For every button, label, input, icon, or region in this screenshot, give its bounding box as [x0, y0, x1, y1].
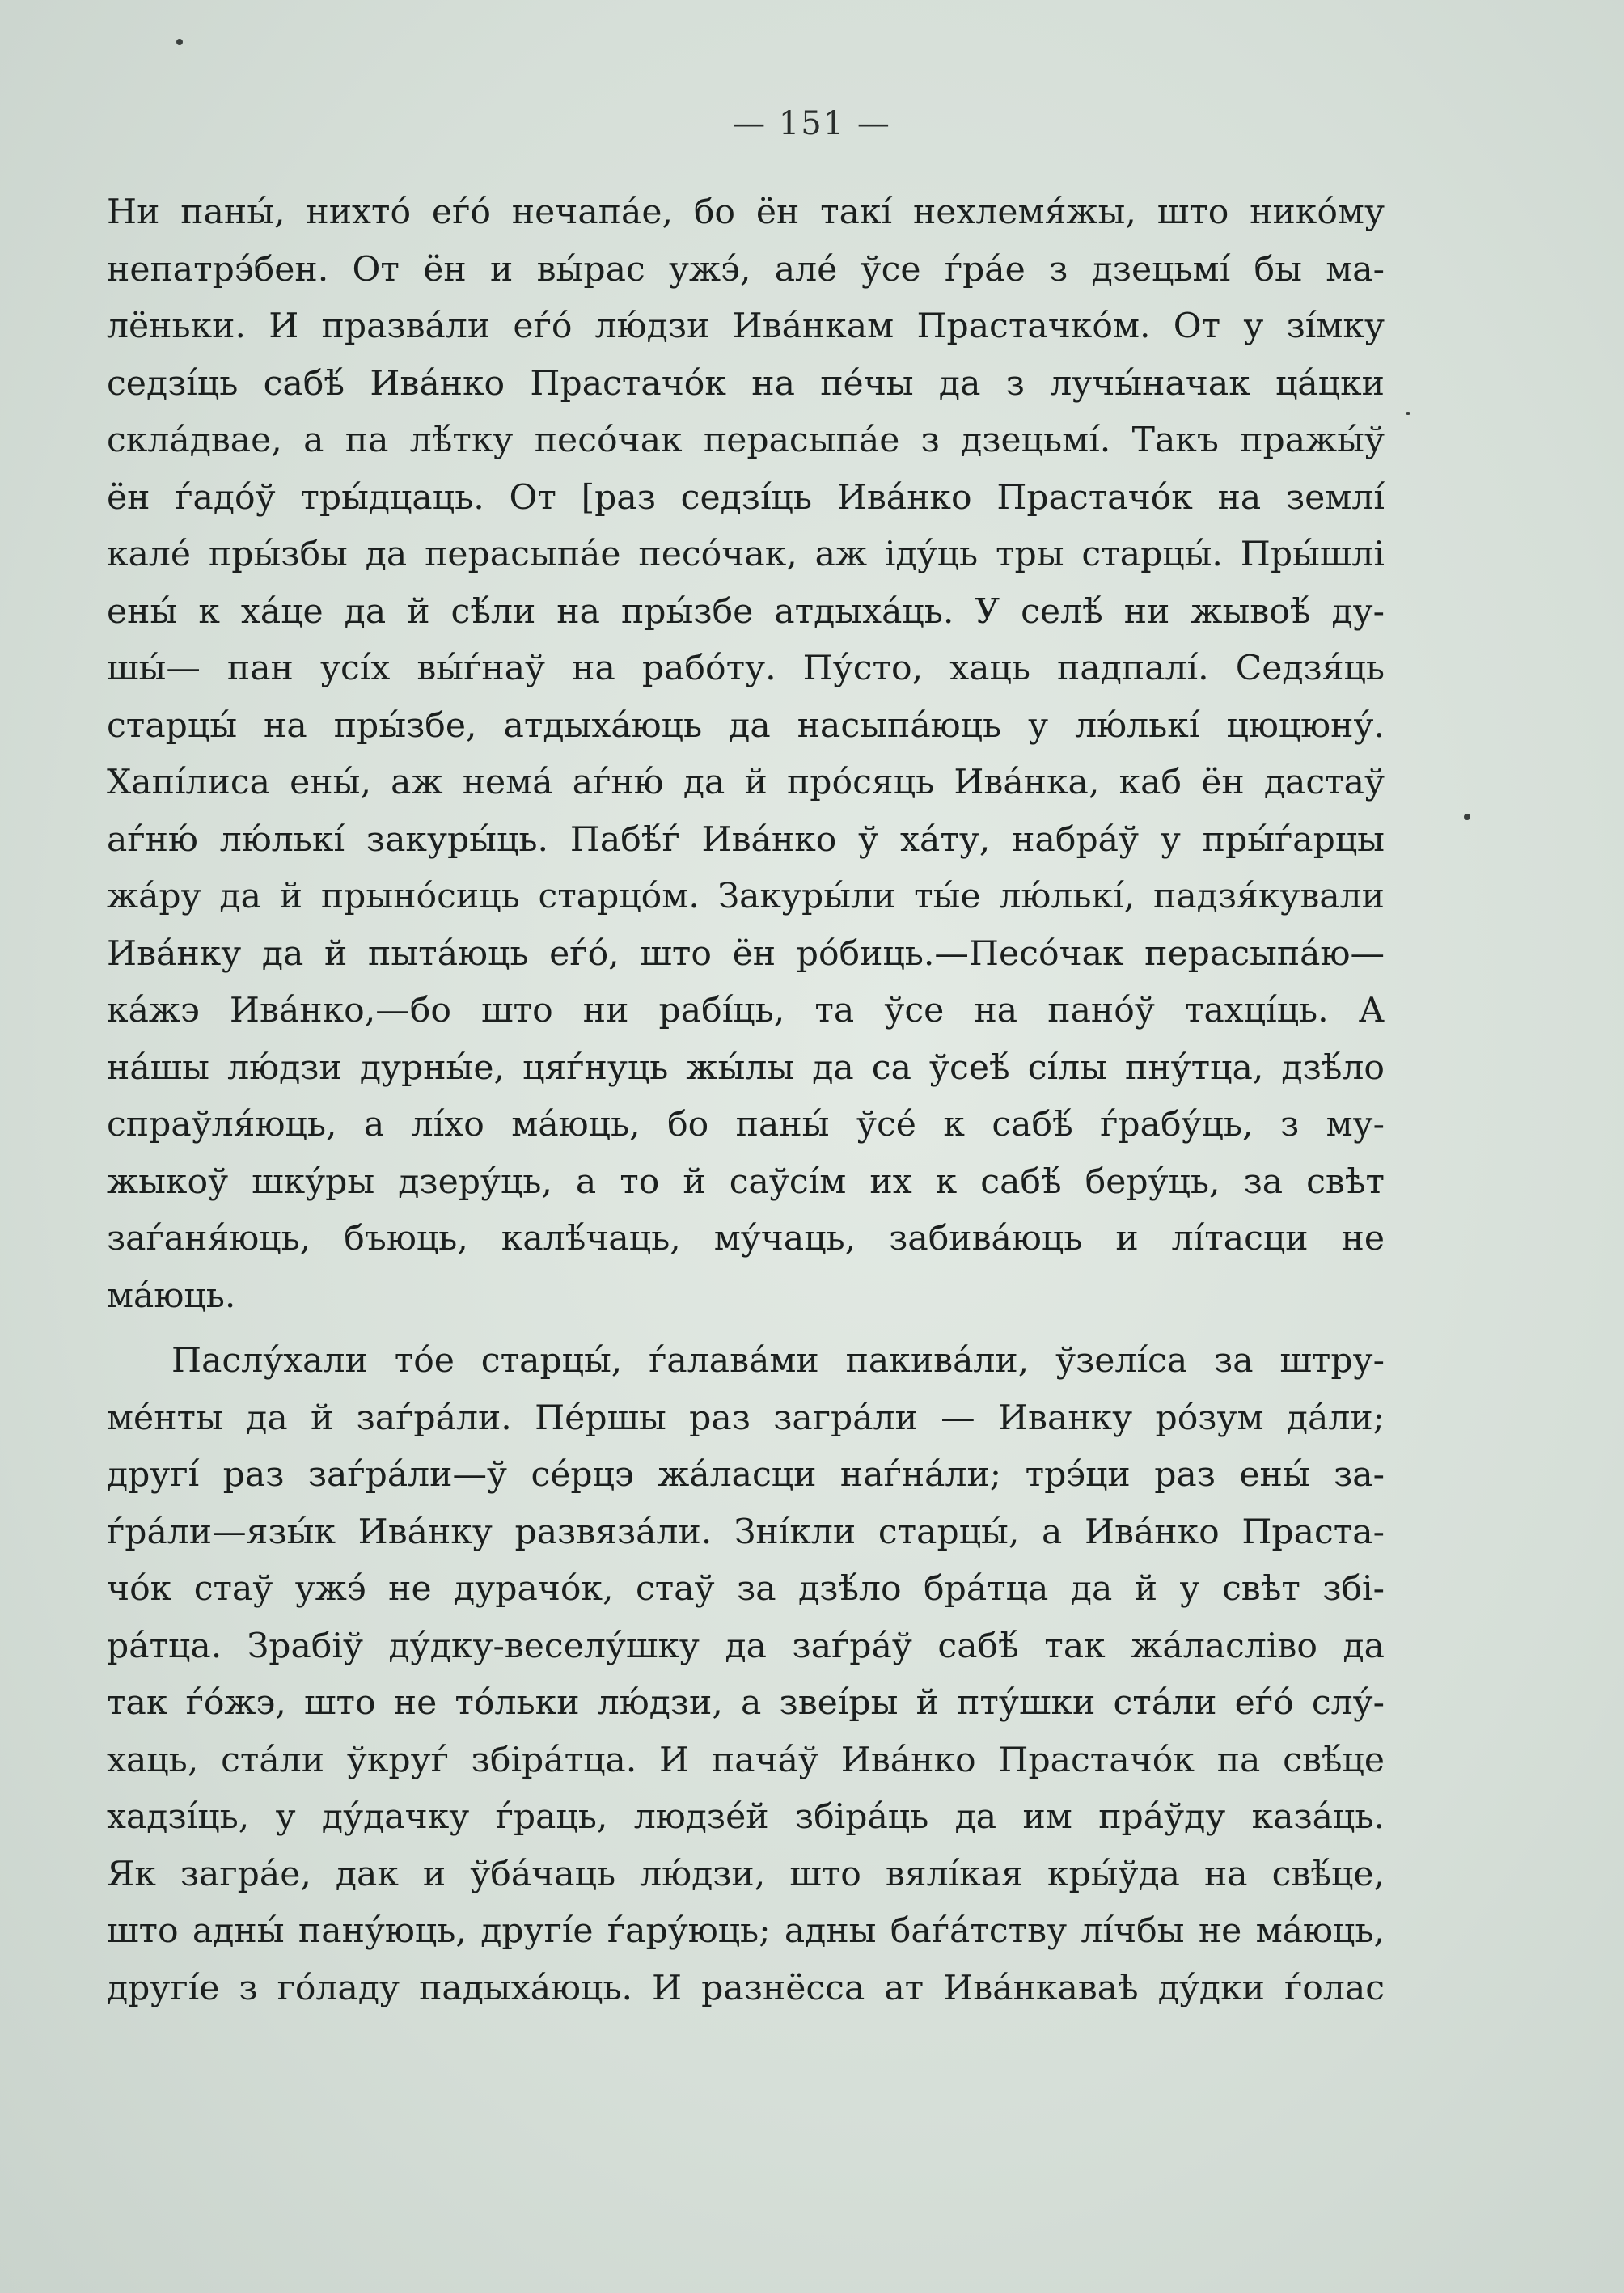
- paragraph-2: [107, 1333, 1385, 2017]
- paragraph-1: [107, 184, 1385, 1325]
- text-line: старцы́ на пры́збе, атдыха́юць да насыпа́юць у лю́лькі́ цюцюну́.: [107, 705, 1385, 746]
- text-line: спраўля́юць, а лі́хо ма́юць, бо паны́ ўсе́ к сабѣ́ ѓрабу́ць, з му-: [107, 1105, 1385, 1144]
- text-line: ма́юць.: [107, 1276, 236, 1316]
- text-line: ка́жэ Ива́нко,—бо што ни рабі́ць, та ўсе на пано́ў тахці́ць. А: [107, 991, 1385, 1030]
- text-line: на́шы лю́дзи дурны́е, цяѓнуць жы́лы да са ўсеѣ́ сі́лы пну́тца, дзѣ́ло: [107, 1047, 1385, 1088]
- text-line: заѓаня́юць, бъюць, калѣ́чаць, му́чаць, забива́юць и лі́тасци не: [107, 1219, 1385, 1259]
- text-line: Хапі́лиса ены́, аж нема́ аѓню́ да й про́сяць Ива́нка, каб ён дастаў: [107, 763, 1385, 802]
- text-line: другі́е з го́ладу падыха́юць. И разнёсса ат Ива́нкаваѣ ду́дки ѓолас: [107, 1968, 1385, 2008]
- text-line: Паслу́хали то́е старцы́, ѓалава́ми пакива́ли, ўзелі́са за штру-: [171, 1341, 1385, 1381]
- text-line: так ѓо́жэ, што не то́льки лю́дзи, а звеі́ры й пту́шки ста́ли еѓо́ слу́-: [107, 1683, 1385, 1723]
- text-line: чо́к стаў ужэ́ не дурачо́к, стаў за дзѣ́ло бра́тца да й у свѣт збі-: [107, 1569, 1385, 1609]
- text-line: другі́ раз заѓра́ли—ў се́рцэ жа́ласци наѓна́ли; трэ́ци раз ены́ за-: [107, 1455, 1385, 1495]
- text-line: Як загра́е, дак и ўба́чаць лю́дзи, што вялі́кая кры́ўда на свѣ́це,: [107, 1854, 1385, 1894]
- text-line: скла́двае, а па лѣ́тку песо́чак перасыпа́е з дзецьмі́. Такъ пражы́ў: [107, 421, 1385, 460]
- text-line: аѓню́ лю́лькі́ закуры́ць. Пабѣ́ѓ Ива́нко ў ха́ту, набра́ў у пры́ѓарцы: [107, 819, 1385, 860]
- print-speck: [176, 39, 183, 45]
- print-speck: [1464, 814, 1470, 820]
- text-line: Ни паны́, нихто́ еѓо́ нечапа́е, бо ён такі́ нехлемя́жы, што нико́му: [107, 192, 1385, 232]
- text-line: хадзі́ць, у ду́дачку ѓраць, людзе́й збіра́ць да им пра́ўду каза́ць.: [107, 1797, 1385, 1837]
- text-line: ме́нты да й заѓра́ли. Пе́ршы раз загра́ли — Иванку ро́зум да́ли;: [107, 1398, 1385, 1438]
- text-line: кале́ пры́збы да перасыпа́е песо́чак, аж іду́ць тры старцы́. Пры́шлі: [107, 535, 1385, 574]
- text-line: што адны́ пану́юць, другі́е ѓару́юць; адны баѓа́тству лі́чбы не ма́юць,: [107, 1911, 1385, 1951]
- text-line: хаць, ста́ли ўкруѓ збіра́тца. И пача́ў Ива́нко Прастачо́к па свѣ́це: [107, 1740, 1385, 1780]
- text-line: ра́тца. Зрабіў ду́дку-веселу́шку да заѓра́ў сабѣ́ так жа́ласліво да: [107, 1626, 1385, 1666]
- body-text: [107, 184, 1385, 2017]
- text-line: жыкоў шку́ры дзеру́ць, а то й саўсі́м их к сабѣ́ беру́ць, за свѣт: [107, 1161, 1385, 1202]
- text-line: шы́— пан усі́х вы́ѓнаў на рабо́ту. Пу́сто, хаць падпалі́. Седзя́ць: [107, 649, 1385, 688]
- text-line: седзі́ць сабѣ́ Ива́нко Прастачо́к на пе́чы да з лучы́начак ца́цки: [107, 363, 1385, 404]
- text-line: ён ѓадо́ў тры́дцаць. От [раз седзі́ць Ива́нко Прастачо́к на землі́: [107, 477, 1385, 518]
- text-line: лёньки. И празва́ли еѓо́ лю́дзи Ива́нкам Прастачко́м. От у зі́мку: [107, 307, 1385, 346]
- text-line: жа́ру да й прыно́сиць старцо́м. Закуры́ли ты́е лю́лькі́, падзя́кували: [107, 877, 1385, 916]
- text-line: Ива́нку да й пыта́юць еѓо́, што ён ро́биць.—Песо́чак перасыпа́ю—: [107, 933, 1385, 974]
- print-speck: [1406, 412, 1410, 415]
- text-line: ены́ к ха́це да й сѣ́ли на пры́збе атдыха́ць. У селѣ́ ни жывоѣ́ ду-: [107, 591, 1385, 632]
- text-line: ѓра́ли—язы́к Ива́нку развяза́ли. Зні́кли старцы́, а Ива́нко Праста-: [107, 1512, 1385, 1552]
- text-line: непатрэ́бен. От ён и вы́рас ужэ́, але́ ўсе ѓра́е з дзецьмі́ бы ма-: [107, 249, 1385, 290]
- page-number: — 151 —: [733, 105, 891, 142]
